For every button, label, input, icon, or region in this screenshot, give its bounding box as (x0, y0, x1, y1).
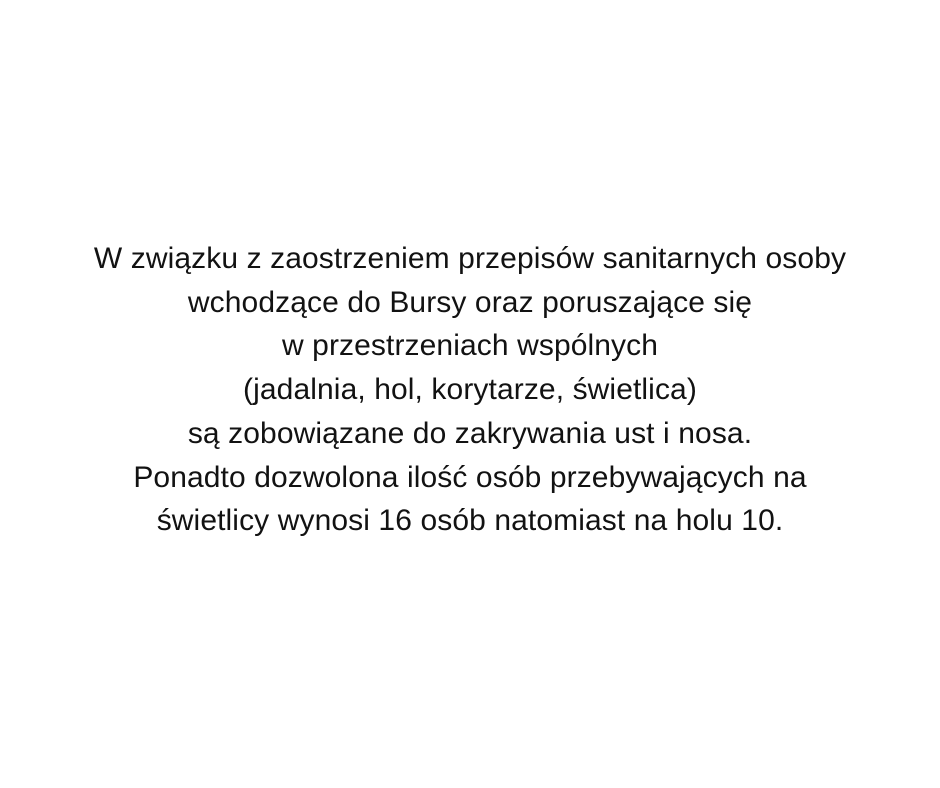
sanitary-notice-text (20, 237, 920, 544)
notice-line-5: są zobowiązane do zakrywania ust i nosa. (187, 416, 753, 450)
notice-line-2: wchodzące do Bursy oraz poruszające się (187, 285, 753, 319)
notice-line-6: Ponadto dozwolona ilość osób przebywających na (133, 460, 807, 494)
notice-line-1: W związku z zaostrzeniem przepisów sanitarnych osoby (93, 241, 847, 275)
notice-line-7: świetlicy wynosi 16 osób natomiast na holu 10. (156, 504, 784, 538)
notice-line-3: w przestrzeniach wspólnych (281, 329, 659, 363)
notice-line-4: (jadalnia, hol, korytarze, świetlica) (243, 373, 697, 407)
